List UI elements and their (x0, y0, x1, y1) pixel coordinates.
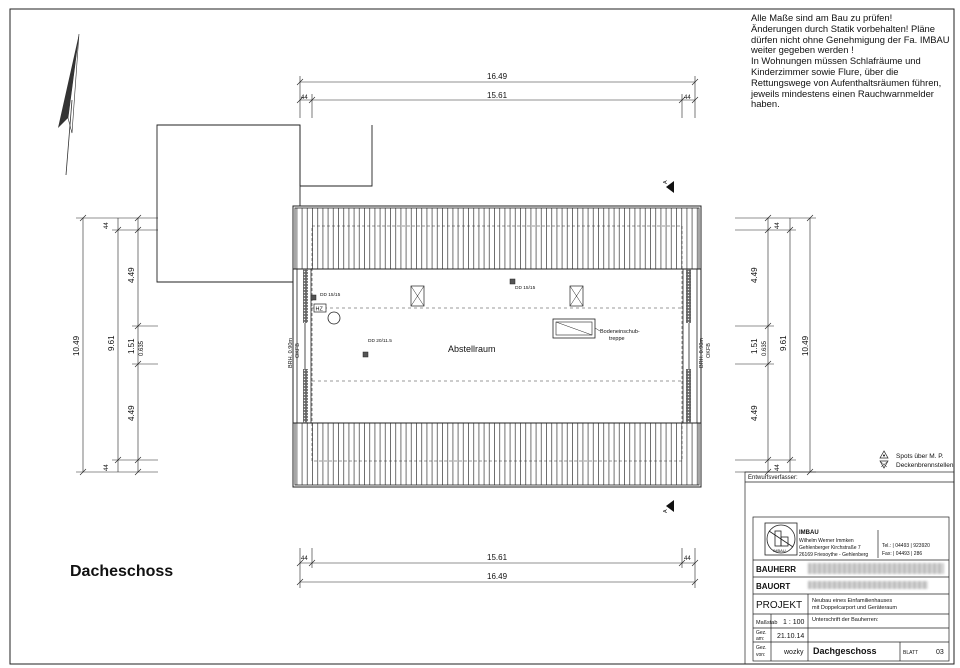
dim-right-part: 0.635 (762, 340, 768, 356)
gez-am-label: Gez. (756, 630, 767, 636)
dim-right-part: 44 (775, 222, 781, 229)
general-notes: Alle Maße sind am Bau zu prüfen! Änderungen durch Statik vorbehalten! Pläne dürfen nicht ohne Genehmigung der Fa. IMBAU weiter gegeben werden ! In Wohnungen müssen Schlafräume und Kinderzimmer sowie Flure, über die Rettungswege von Aufenthaltsräumen führen, jeweils mindestens einen Rauchwarnmelder haben. (751, 12, 950, 110)
dim-left-total: 10.49 (72, 335, 81, 356)
dim-bottom-total: 16.49 (487, 572, 508, 581)
vent-label: DD 15/15 (320, 293, 341, 298)
legend-ceiling-light-label: Deckenbrennstellen (896, 462, 954, 469)
dim-right-part: 44 (775, 464, 781, 471)
blatt-label: BLATT (903, 650, 919, 656)
entwurf-label: Entwurfsverfasser: (748, 475, 798, 481)
gez-von-label: Gez. (756, 645, 767, 651)
dim-right-part: 1.51 (750, 338, 759, 354)
section-marker-bottom (663, 500, 674, 513)
projekt-line1: Neubau eines Einfamilienhauses (812, 598, 893, 604)
window-label-left: OKFB (295, 343, 301, 358)
window-label-left: BRH. 0.90m (288, 338, 294, 368)
adjacent-building-outline (157, 125, 300, 282)
blatt-value: 03 (936, 649, 944, 656)
dim-left-part: 0.635 (139, 340, 145, 356)
dim-top-total: 16.49 (487, 72, 508, 81)
dim-top-left-edge: 44 (301, 95, 308, 101)
dim-left-part: 44 (104, 222, 110, 229)
gez-von-label: von: (756, 652, 766, 658)
vent-label: DD 20/11.5 (368, 339, 392, 344)
projekt-label: PROJEKT (756, 600, 803, 611)
room-label: Abstellraum (448, 344, 496, 354)
dim-left-inner: 9.61 (107, 335, 116, 351)
massstab-value: 1 : 100 (783, 619, 805, 626)
gez-am-value: 21.10.14 (777, 633, 805, 640)
vent-icon (363, 352, 368, 357)
vent-icon (311, 295, 316, 300)
plan-title: Dacheschoss (70, 563, 174, 580)
company-city: 26169 Friesoythe - Gehlenberg (799, 552, 869, 558)
redacted-bauort (808, 581, 928, 589)
dim-right-total: 10.49 (801, 335, 810, 356)
roof-outline (293, 206, 701, 487)
gez-am-label: am: (756, 636, 765, 642)
dim-bottom-inner: 15.61 (487, 553, 508, 562)
dim-top-inner: 15.61 (487, 91, 508, 100)
bauherr-label: BAUHERR (756, 565, 796, 574)
unterschrift-label: Unterschrift der Bauherren: (812, 617, 879, 623)
stair-label: treppe (609, 336, 625, 342)
gez-von-value: wozky (784, 649, 804, 656)
section-marker-top (663, 180, 674, 193)
logo-text: IMBAU (773, 548, 786, 553)
stair-label: Bodeneinschub- (600, 329, 640, 335)
dim-left-part: 44 (104, 464, 110, 471)
dimension-left (76, 215, 158, 475)
sheet-title: Dachgeschoss (813, 646, 877, 656)
company-street: Gehlenberger Kirchstraße 7 (799, 545, 861, 551)
dim-bottom-right-edge: 44 (684, 556, 691, 562)
projekt-line2: mit Doppelcarport und Geräteraum (812, 605, 897, 611)
vent-icon (510, 279, 515, 284)
roof-tiles-top (295, 208, 699, 269)
dim-right-part: 4.49 (750, 267, 759, 283)
dim-top-right-edge: 44 (684, 95, 691, 101)
legend-spots-label: Spots über M. P. (896, 453, 944, 460)
legend-spots-icon (880, 451, 888, 458)
svg-text:A: A (663, 509, 669, 513)
company-name: IMBAU (799, 530, 819, 536)
legend-ceiling-light-icon (880, 461, 888, 468)
massstab-label: Maßstab (756, 620, 778, 626)
company-owner: Wilhelm Werner Immken (799, 538, 854, 544)
company-fax: Fax: | 04493 | 286 (882, 551, 923, 557)
hz-label: HZ (315, 306, 323, 313)
dim-right-part: 4.49 (750, 405, 759, 421)
company-tel: Tel.: | 04493 | 923920 (882, 543, 930, 549)
bauort-label: BAUORT (756, 582, 791, 591)
svg-text:A: A (663, 180, 669, 184)
north-arrow-icon (58, 34, 79, 175)
dim-left-part: 4.49 (127, 267, 136, 283)
roof-tiles-bottom (295, 423, 699, 485)
dim-left-part: 1.51 (127, 338, 136, 354)
dim-left-part: 4.49 (127, 405, 136, 421)
dim-bottom-left-edge: 44 (301, 556, 308, 562)
redacted-bauherr (808, 563, 944, 574)
window-label-right: OKFB (706, 343, 712, 358)
dim-right-inner: 9.61 (779, 335, 788, 351)
window-label-right: BRH. 0.90m (699, 338, 705, 368)
vent-label: DD 15/15 (515, 286, 536, 291)
